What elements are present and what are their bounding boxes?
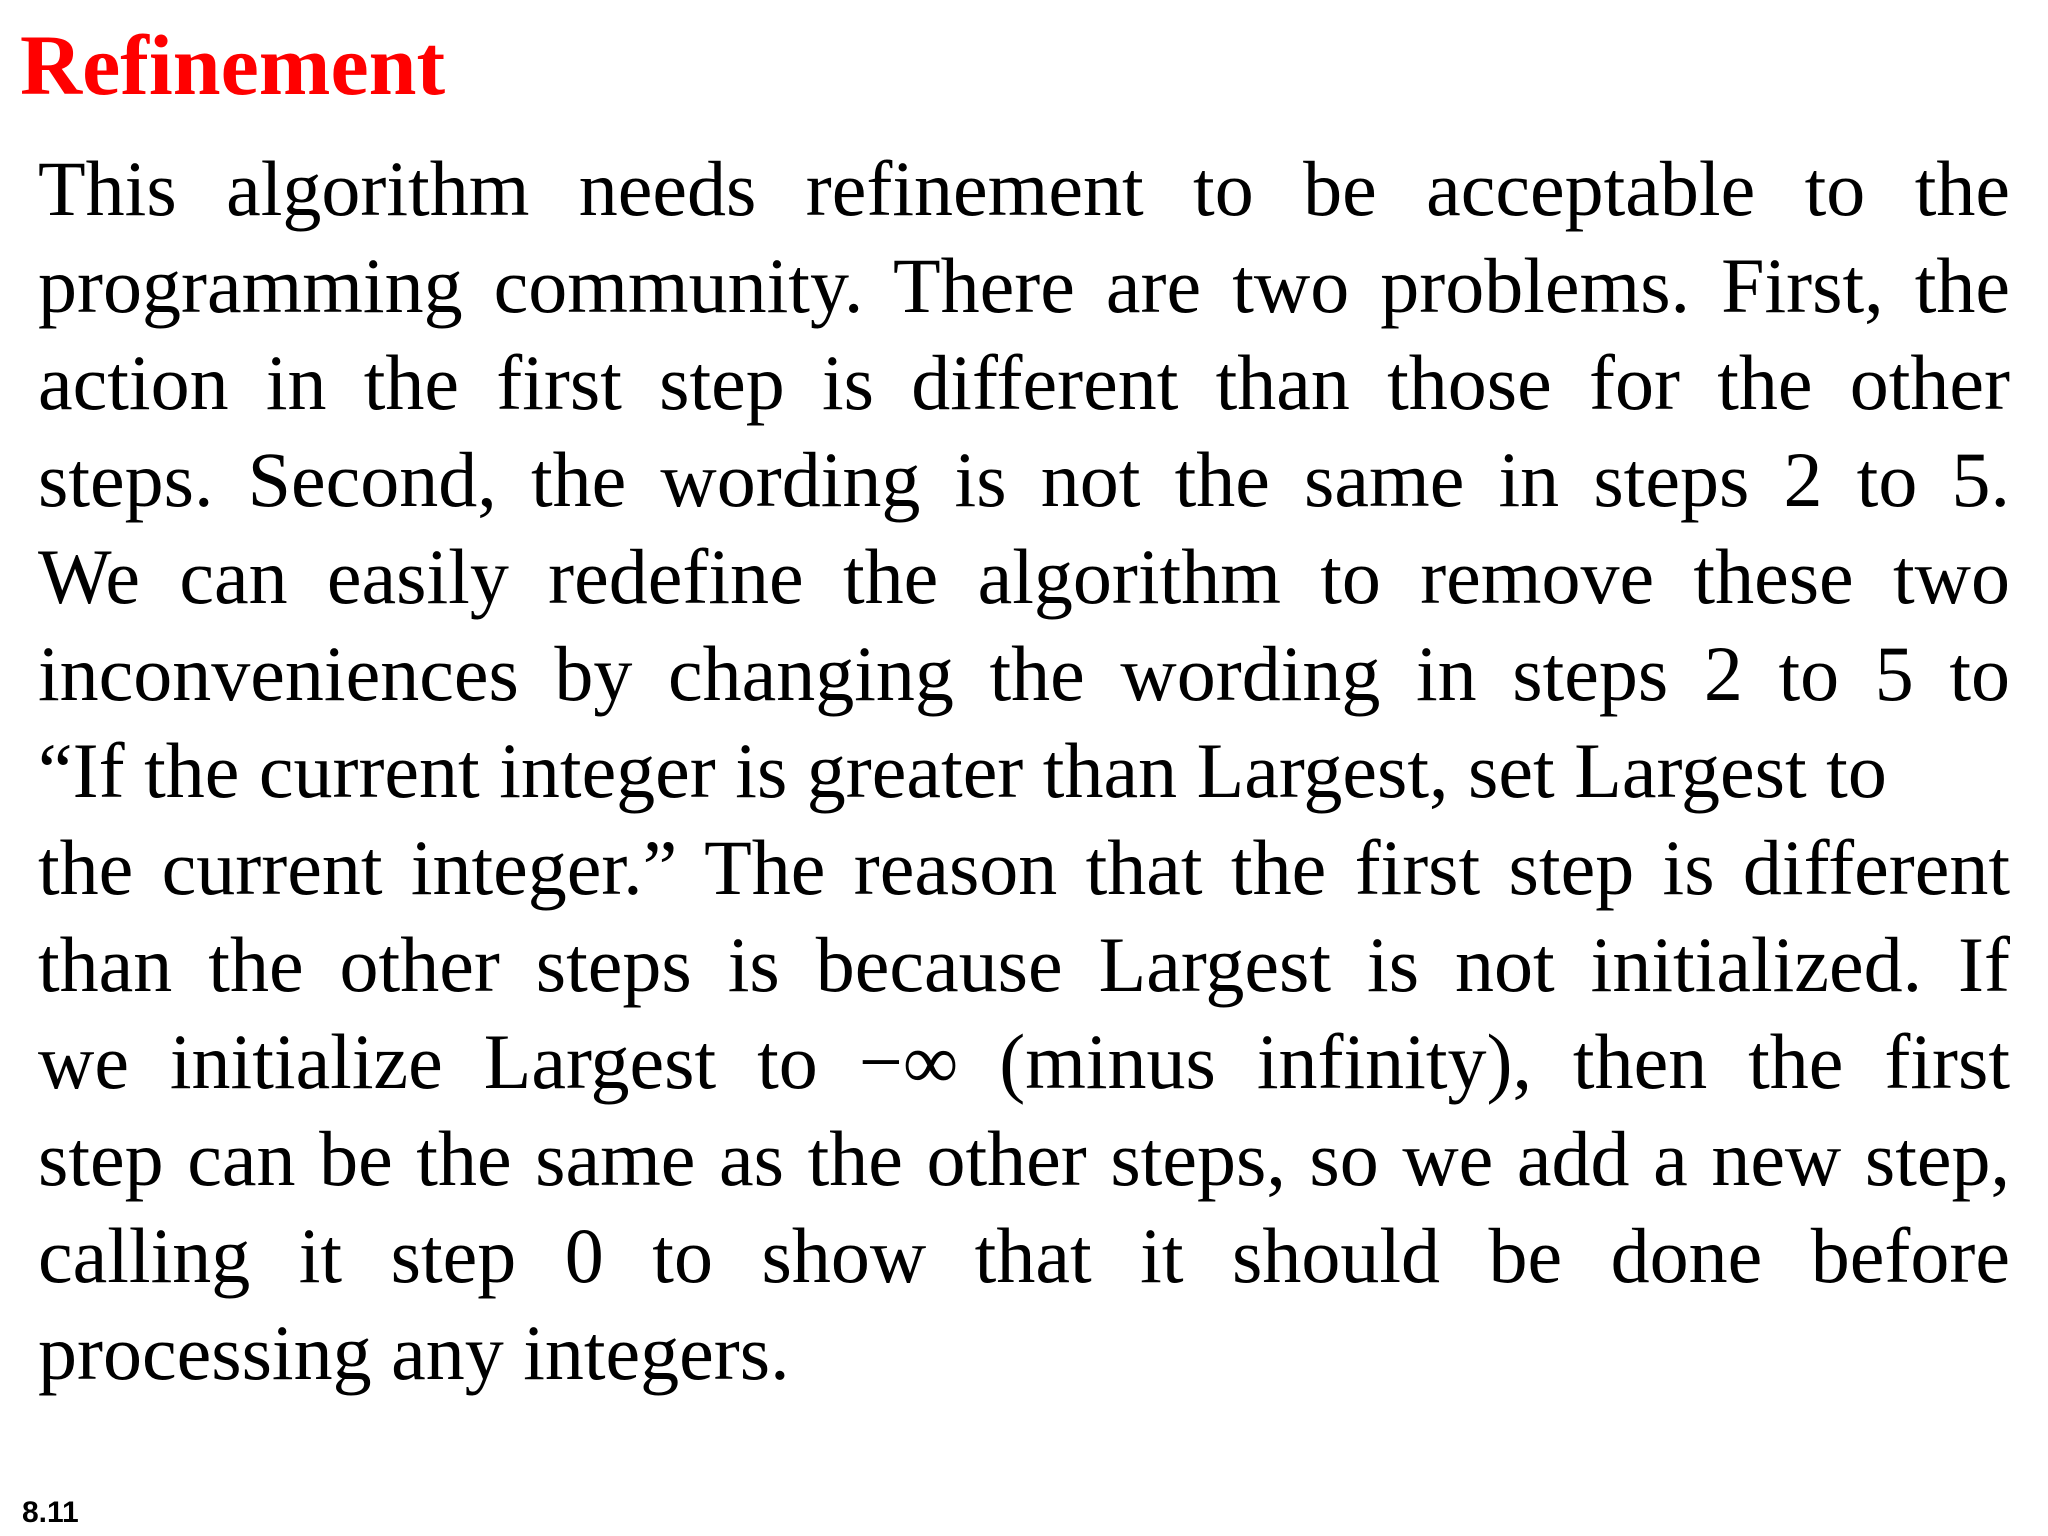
body-line: calling it step 0 to show that it should be done before xyxy=(38,1212,2010,1299)
body-line: we initialize Largest to −∞ (minus infinity), then the first xyxy=(38,1018,2010,1105)
body-line: steps. Second, the wording is not the same in steps 2 to 5. xyxy=(38,436,2010,523)
body-line: We can easily redefine the algorithm to remove these two xyxy=(38,533,2010,620)
slide-body-text xyxy=(38,140,2010,1401)
body-line: “If the current integer is greater than Largest, set Largest to xyxy=(38,727,1887,814)
body-line: processing any integers. xyxy=(38,1309,790,1396)
slide-title: Refinement xyxy=(20,17,446,113)
body-line: action in the first step is different than those for the other xyxy=(38,339,2010,426)
body-line: This algorithm needs refinement to be acceptable to the xyxy=(38,145,2010,232)
body-line: step can be the same as the other steps, so we add a new step, xyxy=(38,1115,2010,1202)
body-line: programming community. There are two problems. First, the xyxy=(38,242,2010,329)
body-line: the current integer.” The reason that the first step is different xyxy=(38,824,2010,911)
body-line: inconveniences by changing the wording in steps 2 to 5 to xyxy=(38,630,2010,717)
body-line: than the other steps is because Largest is not initialized. If xyxy=(38,921,2010,1008)
page-number: 8.11 xyxy=(22,1496,79,1529)
